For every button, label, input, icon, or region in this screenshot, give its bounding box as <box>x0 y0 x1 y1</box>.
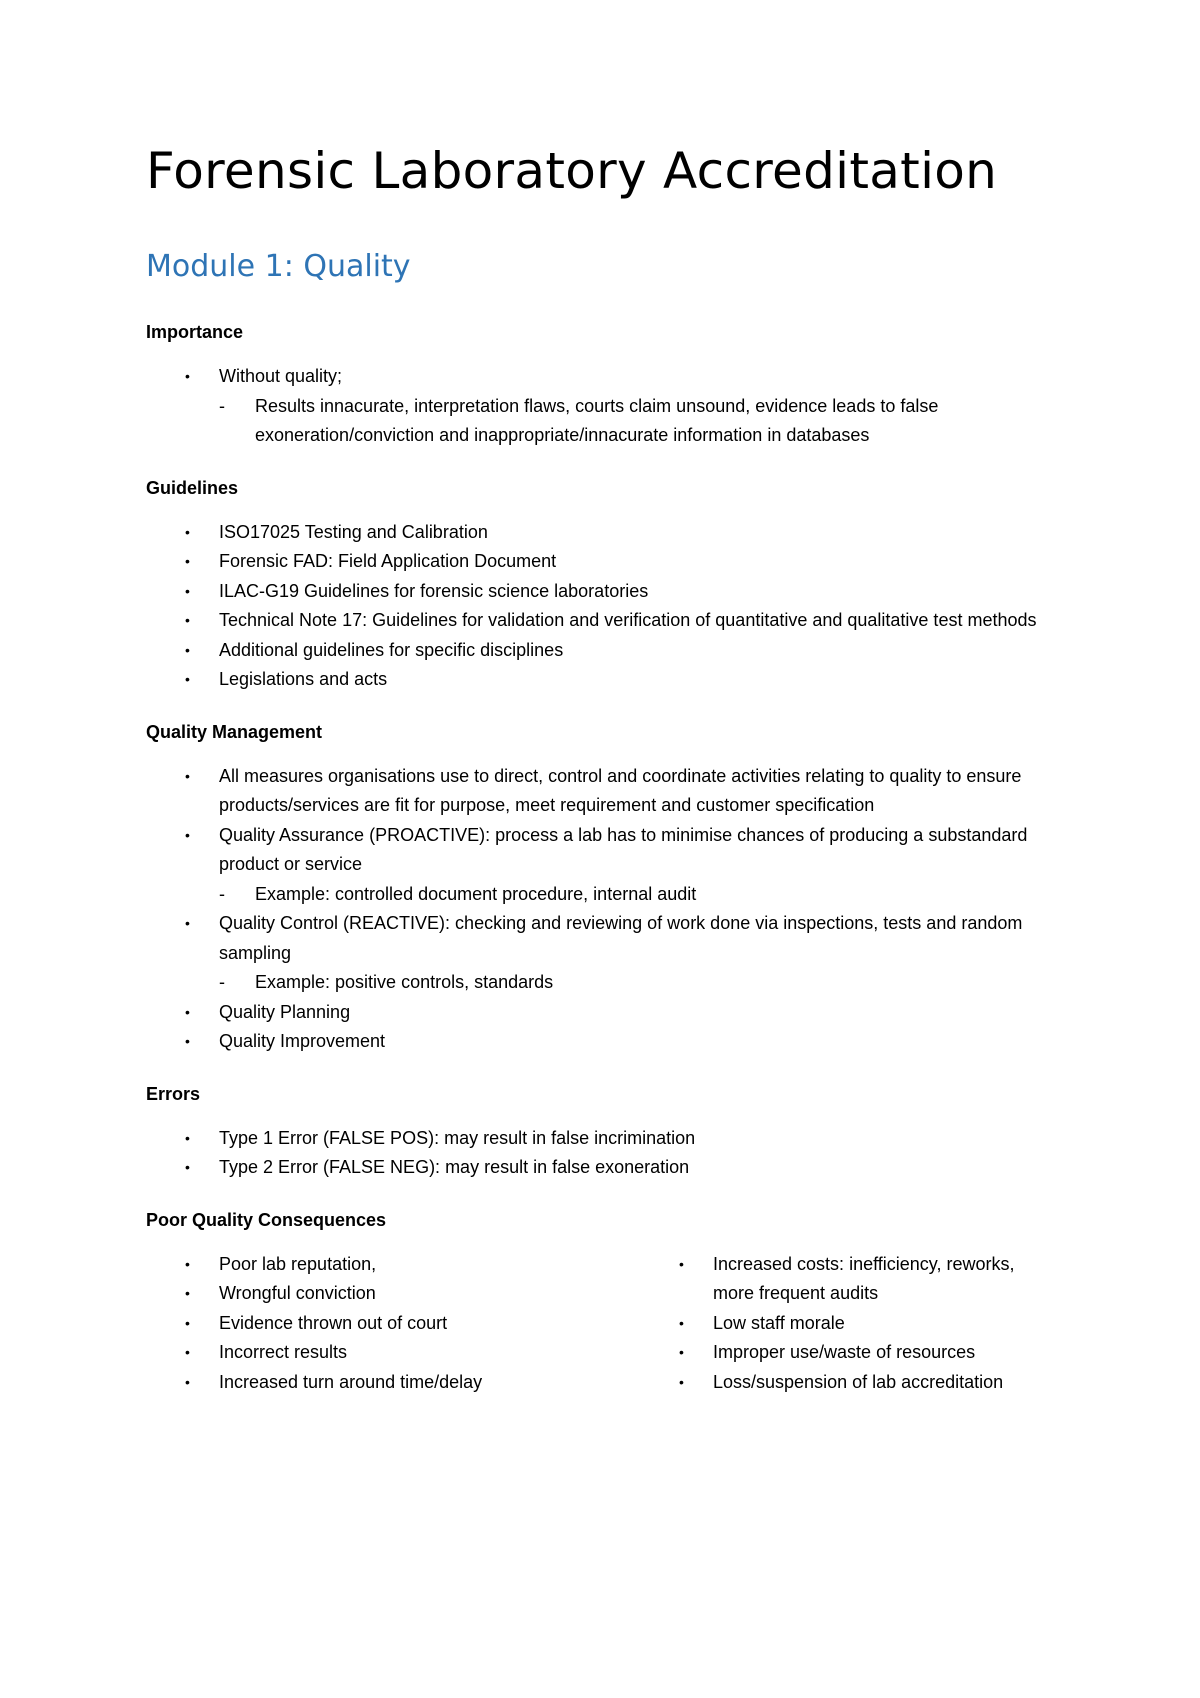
bullet-icon: • <box>185 767 190 784</box>
bullet-icon: • <box>185 1373 190 1390</box>
dash-icon: - <box>219 883 225 904</box>
sub-list-item <box>219 392 1066 451</box>
list-item-text: Wrongful conviction <box>219 1283 376 1303</box>
list-item <box>146 1309 640 1339</box>
poor-quality-right-column <box>640 1232 1050 1398</box>
sub-list-item-text: Example: controlled document procedure, internal audit <box>255 883 697 904</box>
poor-quality-left-list <box>146 1250 640 1398</box>
section-guidelines <box>146 476 1066 695</box>
section-heading-importance: Importance <box>146 322 244 342</box>
sub-list <box>219 392 1066 451</box>
importance-list <box>146 362 1066 451</box>
list-item <box>146 1250 640 1280</box>
list-item <box>146 636 1066 666</box>
list-item <box>146 1368 640 1398</box>
bullet-icon: • <box>185 553 190 569</box>
section-poor-quality-consequences <box>146 1208 1066 1398</box>
poor-quality-right-list <box>640 1250 1050 1398</box>
list-item-text: Evidence thrown out of court <box>219 1312 448 1333</box>
list-item-text: Quality Assurance (PROACTIVE): process a lab has to minimise chances of producing a substandard product or service <box>219 824 1028 874</box>
dash-icon: - <box>219 972 225 992</box>
bullet-icon: • <box>185 1129 190 1146</box>
section-errors <box>146 1082 1066 1183</box>
list-item-text: Low staff morale <box>713 1312 845 1333</box>
list-item <box>146 577 1066 607</box>
list-item <box>640 1250 1050 1309</box>
list-item-text: All measures organisations use to direct, control and coordinate activities relating to quality to ensure products/services are fit for purpose, meet requirement and customer specification <box>219 765 1022 815</box>
list-item-text: Quality Improvement <box>219 1031 386 1051</box>
bullet-icon: • <box>185 1344 190 1360</box>
list-item <box>146 1279 640 1309</box>
bullet-icon: • <box>185 826 190 843</box>
section-heading-quality-management: Quality Management <box>146 721 323 742</box>
sub-list-item-text: Example: positive controls, standards <box>255 972 554 992</box>
list-item <box>146 998 1066 1028</box>
bullet-icon: • <box>185 1033 190 1049</box>
list-item-text: Additional guidelines for specific disciplines <box>219 639 564 660</box>
bullet-icon: • <box>185 1285 190 1301</box>
bullet-icon: • <box>185 641 190 658</box>
list-item <box>640 1338 1050 1368</box>
bullet-icon: • <box>679 1314 684 1331</box>
list-item <box>640 1309 1050 1339</box>
list-item <box>146 1124 1066 1154</box>
bullet-icon: • <box>185 1003 190 1020</box>
list-item-text: Increased costs: inefficiency, reworks, more frequent audits <box>713 1253 1015 1303</box>
list-item-text: Incorrect results <box>219 1342 348 1362</box>
bullet-icon: • <box>185 582 190 599</box>
list-item <box>146 1027 1066 1057</box>
bullet-icon: • <box>185 1159 190 1175</box>
list-item-text: Poor lab reputation, <box>219 1253 377 1274</box>
errors-list <box>146 1124 1066 1183</box>
bullet-icon: • <box>185 671 190 687</box>
list-item-text: Loss/suspension of lab accreditation <box>713 1371 1004 1392</box>
sub-list <box>219 880 1066 910</box>
guidelines-list <box>146 518 1066 695</box>
bullet-icon: • <box>679 1344 684 1360</box>
list-item <box>146 665 1066 695</box>
sub-list-item <box>219 968 1066 998</box>
list-item-text: ISO17025 Testing and Calibration <box>219 521 488 542</box>
bullet-icon: • <box>185 523 190 540</box>
section-heading-poor-quality: Poor Quality Consequences <box>146 1209 387 1230</box>
list-item-text: ILAC-G19 Guidelines for forensic science laboratories <box>219 580 649 601</box>
list-item-text: Type 1 Error (FALSE POS): may result in false incrimination <box>219 1127 696 1148</box>
bullet-icon: • <box>679 1255 684 1272</box>
list-item <box>146 362 1066 451</box>
list-item <box>146 518 1066 548</box>
list-item-text: Forensic FAD: Field Application Document <box>219 551 557 571</box>
sub-list <box>219 968 1066 998</box>
section-heading-guidelines: Guidelines <box>146 477 239 498</box>
list-item-text: Quality Control (REACTIVE): checking and reviewing of work done via inspections, tests and random sampling <box>219 913 1023 963</box>
section-quality-management <box>146 720 1066 1057</box>
list-item <box>146 547 1066 577</box>
quality-management-list <box>146 762 1066 1057</box>
list-item-text: Technical Note 17: Guidelines for validation and verification of quantitative and qualitative test methods <box>219 610 1037 630</box>
poor-quality-left-column <box>146 1232 640 1398</box>
sub-list-item <box>219 880 1066 910</box>
section-importance <box>146 320 1066 451</box>
bullet-icon: • <box>185 1255 190 1272</box>
bullet-icon: • <box>185 915 190 931</box>
list-item-text: Increased turn around time/delay <box>219 1371 483 1392</box>
bullet-icon: • <box>185 612 190 628</box>
module-heading: Module 1: Quality <box>146 249 411 284</box>
sub-list-item-text: Results innacurate, interpretation flaws, courts claim unsound, evidence leads to false exoneration/conviction and inappropriate/innacurate information in databases <box>255 395 939 445</box>
list-item <box>640 1368 1050 1398</box>
list-item <box>146 1153 1066 1183</box>
list-item <box>146 1338 640 1368</box>
list-item <box>146 606 1066 636</box>
list-item-text: Quality Planning <box>219 1001 351 1022</box>
document-page <box>146 140 1066 1397</box>
list-item-text: Without quality; <box>219 366 343 386</box>
document-title: Forensic Laboratory Accreditation <box>146 142 998 200</box>
bullet-icon: • <box>679 1373 684 1390</box>
list-item <box>146 909 1066 998</box>
poor-quality-columns <box>146 1232 1066 1398</box>
bullet-icon: • <box>185 368 190 384</box>
list-item-text: Legislations and acts <box>219 669 388 689</box>
section-heading-errors: Errors <box>146 1083 201 1104</box>
bullet-icon: • <box>185 1314 190 1331</box>
list-item <box>146 821 1066 910</box>
list-item-text: Improper use/waste of resources <box>713 1342 976 1362</box>
list-item <box>146 762 1066 821</box>
dash-icon: - <box>219 395 225 416</box>
list-item-text: Type 2 Error (FALSE NEG): may result in false exoneration <box>219 1157 690 1177</box>
